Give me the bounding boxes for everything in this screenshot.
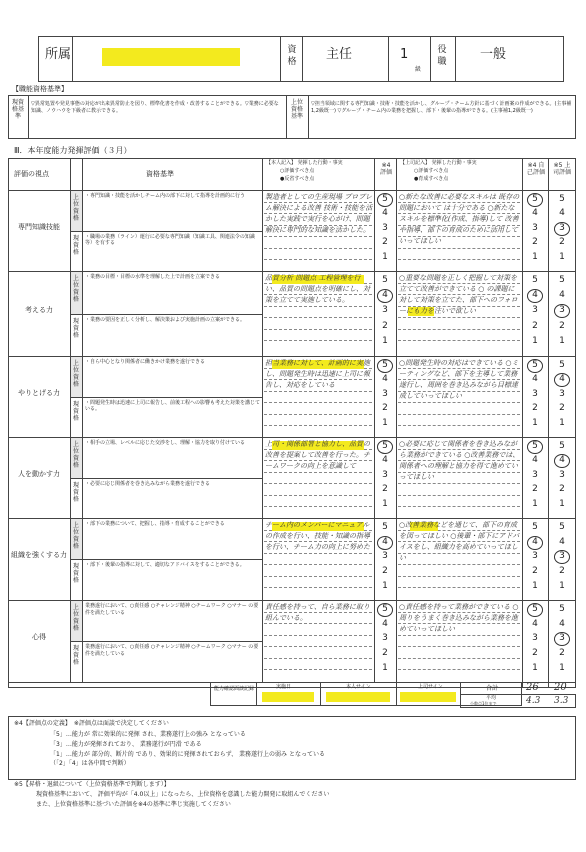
col-boss-sub1: ○評価すべき点 xyxy=(414,168,449,174)
score-option[interactable]: 1 xyxy=(382,417,388,428)
score-option[interactable]: 5 xyxy=(382,604,388,614)
self-score-option[interactable]: 2 xyxy=(532,403,538,414)
level-unit: 級 xyxy=(415,66,422,73)
grade-label: 資格 xyxy=(287,45,297,67)
row-mid-divider xyxy=(70,231,262,232)
self-score-option[interactable]: 3 xyxy=(532,388,538,399)
row-mid-divider xyxy=(70,478,262,479)
self-score-option[interactable]: 5 xyxy=(532,275,538,285)
score-option[interactable]: 5 xyxy=(382,441,388,451)
self-score-option[interactable]: 4 xyxy=(532,208,538,219)
row-divider xyxy=(8,518,576,519)
score-option[interactable]: 5 xyxy=(382,275,388,285)
self-score-option[interactable]: 4 xyxy=(532,374,538,385)
total-self: 26 xyxy=(526,682,539,693)
redacted-self-sign xyxy=(326,692,390,702)
boss-comment: ○新たな改善に必要なスキルは 既存の問題において は十分である ○新たなスキルを標準化(作成、指導)して 改善や指導、部下の育成のために活用していってほしい xyxy=(399,193,520,245)
score-option[interactable]: 3 xyxy=(382,305,388,316)
current-label: 現資格 xyxy=(72,234,79,256)
boss-score-option[interactable]: 5 xyxy=(559,194,565,204)
upper-label: 上位資格 xyxy=(72,194,79,222)
note4-line4: （「2」「4」は各中間で判断） xyxy=(50,760,130,767)
boss-score-option[interactable]: 5 xyxy=(559,604,565,614)
boss-comment: ○責任感を持って業務ができている ○周りをうまく巻き込みながら業務を進めていってほしい xyxy=(399,603,519,633)
boss-score-option[interactable]: 1 xyxy=(559,335,565,346)
note4-line3: 「1」…能力が 部分的、断片的 であり、効果的に発揮されておらず、 業務遂行上の弱み となっている xyxy=(50,751,325,758)
avg-label: 平均 xyxy=(486,695,497,701)
level-value: 1 xyxy=(400,47,409,62)
ability-confirm-label: 能力確認面談記録 xyxy=(214,686,255,692)
boss-score-option[interactable]: 3 xyxy=(559,469,565,480)
score-option[interactable]: 2 xyxy=(382,647,388,658)
current-standard: 業務遂行において、○責任感 ○チャレンジ精神 ○チームワーク ○マナー の要件を満たしている xyxy=(85,644,259,657)
upper-standard: ・専門知識・技能を活かしチーム内の部下に対して指導を計画的に行う xyxy=(85,193,246,199)
self-score-option[interactable]: 3 xyxy=(532,551,538,562)
self-score-option[interactable]: 4 xyxy=(532,618,538,629)
boss-score-option[interactable]: 1 xyxy=(559,662,565,673)
boss-score-option[interactable]: 4 xyxy=(559,290,565,301)
boss-score-option[interactable]: 3 xyxy=(559,551,565,562)
score-option[interactable]: 4 xyxy=(382,536,388,547)
upper-standard-label: 上位資格基準 xyxy=(290,99,303,120)
col-self-sub1: ○評価すべき点 xyxy=(280,168,315,174)
current-standard: ・業務の要因を正しく分析し、解決策および実施計画の立案ができる。 xyxy=(85,316,246,323)
self-score-circle xyxy=(527,359,543,373)
grade-value: 主任 xyxy=(326,47,353,62)
self-score-option[interactable]: 1 xyxy=(532,417,538,428)
self-score-option[interactable]: 5 xyxy=(532,441,538,451)
boss-score-option[interactable]: 5 xyxy=(559,360,565,370)
upper-label: 上位資格 xyxy=(72,275,79,303)
score-option[interactable]: 1 xyxy=(382,580,388,591)
score-option[interactable]: 3 xyxy=(382,222,388,233)
score-option[interactable]: 1 xyxy=(382,662,388,673)
boss-score-option[interactable]: 4 xyxy=(559,618,565,629)
boss-score-option[interactable]: 1 xyxy=(559,417,565,428)
self-score-option[interactable]: 2 xyxy=(532,320,538,331)
boss-score-option[interactable]: 3 xyxy=(559,305,565,316)
col-boss: 【上司記入】 発揮した行動・事実 xyxy=(400,160,477,166)
upper-label: 上位資格 xyxy=(72,441,79,469)
boss-score-option[interactable]: 4 xyxy=(559,374,565,385)
upper-label: 上位資格 xyxy=(72,522,79,550)
boss-score-option[interactable]: 2 xyxy=(559,647,565,658)
score-option[interactable]: 4 xyxy=(382,618,388,629)
self-score-circle xyxy=(377,359,393,373)
upper-standard: ・部下の業務について、把握し、指導・育成することができる xyxy=(85,521,225,527)
col-score4: ※4 評価 xyxy=(379,162,392,176)
score-option[interactable]: 3 xyxy=(382,388,388,399)
score-option[interactable]: 2 xyxy=(382,565,388,576)
self-score-option[interactable]: 4 xyxy=(532,455,538,466)
self-score-circle xyxy=(527,536,543,550)
boss-score-circle xyxy=(554,222,570,236)
row-name: 組織を強くする力 xyxy=(11,551,67,559)
score-option[interactable]: 1 xyxy=(382,251,388,262)
score-option[interactable]: 2 xyxy=(382,320,388,331)
self-score-option[interactable]: 1 xyxy=(532,580,538,591)
note5-line1: 現資格基準において、 評価平均が「4.0以上」になったら、上位資格を意識した能力開発に取組んでください xyxy=(36,791,330,798)
position-value: 一般 xyxy=(480,47,507,62)
boss-comment: ○重要な問題を正しく把握して対策を立てて改善ができている ○ の課題に対して対策を立てた、部下へのフォローにも力を注いで欲しい xyxy=(399,274,518,315)
col-self-sub2: ●反省すべき点 xyxy=(280,176,315,182)
col-standard: 資格基準 xyxy=(146,170,174,178)
score-option[interactable]: 3 xyxy=(382,469,388,480)
current-label: 現資格 xyxy=(72,317,79,339)
boss-score-option[interactable]: 1 xyxy=(559,498,565,509)
redacted-boss-sign xyxy=(400,692,456,702)
boss-comment: ○改善業務などを通じて、部下の育成を図ってほしい ○後輩・部下にアドバイスをし、組織力を高めていってほしい xyxy=(399,521,520,562)
dept-label: 所属 xyxy=(45,47,72,62)
self-sign-label: 本人サイン xyxy=(346,684,371,690)
row-mid-divider xyxy=(70,314,262,315)
self-score-option[interactable]: 5 xyxy=(532,194,538,204)
self-score-option[interactable]: 5 xyxy=(532,522,538,532)
self-score-option[interactable]: 3 xyxy=(532,469,538,480)
total-boss: 20 xyxy=(554,682,567,693)
col-self: 【本人記入】 発揮した行動・事実 xyxy=(266,160,343,166)
upper-label: 上位資格 xyxy=(72,360,79,388)
current-label: 現資格 xyxy=(72,563,79,584)
self-score-circle xyxy=(377,193,393,207)
self-comment: 上司・関係部署と協力し、品質の改善を提案して改善を行った。チームワークの向上を意識して xyxy=(265,440,370,470)
job-standards-title: 【職能資格基準】 xyxy=(12,85,68,93)
avg-boss: 3.3 xyxy=(554,696,569,706)
score-option[interactable]: 5 xyxy=(382,194,388,204)
row-name: 専門知識技能 xyxy=(18,222,60,231)
score-option[interactable]: 2 xyxy=(382,403,388,414)
note5-title: ※5【昇格・退級について（上位資格基準で判断します）】 xyxy=(14,781,170,788)
score-option[interactable]: 4 xyxy=(382,455,388,466)
boss-score-option[interactable]: 3 xyxy=(559,633,565,644)
self-score-circle xyxy=(377,440,393,454)
current-label: 現資格 xyxy=(72,481,79,503)
redacted-dept xyxy=(102,48,240,66)
self-score-option[interactable]: 3 xyxy=(532,633,538,644)
self-score-option[interactable]: 1 xyxy=(532,335,538,346)
self-score-option[interactable]: 5 xyxy=(532,360,538,370)
score-option[interactable]: 4 xyxy=(382,290,388,301)
row-divider xyxy=(8,271,576,272)
boss-score-option[interactable]: 4 xyxy=(559,455,565,466)
upper-standard: ・業務の目標・目標の水準を理解した上で計画を立案できる xyxy=(85,274,221,280)
boss-score-option[interactable]: 1 xyxy=(559,251,565,262)
score-option[interactable]: 2 xyxy=(382,237,388,248)
note4-title: ※4【評価点の定義】 ※評価点は面談で決定してください xyxy=(14,720,169,727)
self-score-circle xyxy=(527,193,543,207)
boss-score-option[interactable]: 2 xyxy=(559,320,565,331)
boss-score-option[interactable]: 1 xyxy=(559,580,565,591)
self-score-circle xyxy=(527,603,543,617)
total-label: 合計 xyxy=(486,685,499,692)
boss-score-option[interactable]: 5 xyxy=(559,522,565,532)
score-option[interactable]: 4 xyxy=(382,208,388,219)
row-name: 人を動かす力 xyxy=(18,469,60,478)
self-comment: 担当業務に対して、計画的に実施し、問題発生時は迅速に上司に報告し、対応をしている xyxy=(265,359,370,389)
score-option[interactable]: 3 xyxy=(382,551,388,562)
boss-comment: ○必要に応じて関係者を巻き込みながら業務ができている ○改善業務では、関係者への理解と協力を得て進めていってほしい xyxy=(399,440,520,481)
row-mid-divider xyxy=(70,397,262,398)
current-standard: ・必要に応じ関係者を巻き込みながら業務を遂行できる xyxy=(85,480,211,487)
self-score-option[interactable]: 1 xyxy=(532,662,538,673)
self-comment: 製造者としての生産現場 プロブレム解決による改善 技術・技能を活かした実践で実行を心がけ、問題解決に専門的な知識を活かした。 xyxy=(265,193,373,234)
boss-score-option[interactable]: 2 xyxy=(559,237,565,248)
avg-self: 4.3 xyxy=(526,696,541,706)
score-option[interactable]: 4 xyxy=(382,374,388,385)
row-divider xyxy=(8,437,576,438)
self-score-circle xyxy=(377,603,393,617)
boss-score-option[interactable]: 4 xyxy=(559,208,565,219)
self-score-circle xyxy=(527,440,543,454)
self-comment: チーム内のメンバーにマニュアルの作成を行い、技能・知識の指導を行い、チーム力の向上に努めた xyxy=(265,521,370,551)
self-score-option[interactable]: 2 xyxy=(532,484,538,495)
section-title: Ⅲ．本年度能力発揮評価（３月） xyxy=(14,146,132,155)
self-score-circle xyxy=(377,536,393,550)
current-label: 現資格 xyxy=(72,400,79,422)
boss-score-option[interactable]: 4 xyxy=(559,536,565,547)
current-standard: ・部下・後輩の指導に対して、適切なアドバイスをすることができる。 xyxy=(85,562,245,568)
current-label: 現資格 xyxy=(72,645,79,666)
row-mid-divider xyxy=(70,641,262,642)
avg-note: 小数点1位まで xyxy=(470,701,497,706)
row-name: やりとげる力 xyxy=(18,388,60,397)
self-score-option[interactable]: 3 xyxy=(532,305,538,316)
date-label: 実施日 xyxy=(276,684,292,690)
col-score-self: ※4 自己評価 xyxy=(526,162,545,176)
self-score-option[interactable]: 4 xyxy=(532,290,538,301)
self-score-option[interactable]: 1 xyxy=(532,498,538,509)
row-name: 心得 xyxy=(32,633,46,641)
upper-standard-text: ▽担当領域に関する専門知識・技術・技能を活かし、グループ・チーム方針に基づく計画案の作成ができる。(主事補1,2級既一) ▽グループ・チーム内の業務を把握し、部下・後輩の指導ができる。(主事補1,2級既一) xyxy=(311,101,572,114)
current-standard: ・職場の業務（ライン）運行に必要な専門知識（知識工具、関連法令の知識等）を有する xyxy=(85,233,255,246)
current-standard: ・問題発生時は迅速に上司に報告し、前後工程への影響も考えた対策を講じている。 xyxy=(85,399,261,412)
self-score-option[interactable]: 2 xyxy=(532,647,538,658)
note4-line1: 「5」…能力が 常に効果的に発揮 され、業務遂行上の強み となっている xyxy=(50,731,246,738)
row-divider xyxy=(8,356,576,357)
self-score-option[interactable]: 2 xyxy=(532,565,538,576)
self-score-option[interactable]: 2 xyxy=(532,237,538,248)
boss-score-option[interactable]: 2 xyxy=(559,403,565,414)
score-option[interactable]: 3 xyxy=(382,633,388,644)
boss-score-option[interactable]: 5 xyxy=(559,275,565,285)
self-score-option[interactable]: 1 xyxy=(532,251,538,262)
position-label: 役職 xyxy=(437,45,447,67)
current-standard-label: 現資格基準 xyxy=(11,99,24,120)
self-comment: 品質分析 問題点 工程管理を行い、品質の問題点を明確にし、対策を立てて実施している。 xyxy=(265,274,370,304)
score-option[interactable]: 5 xyxy=(382,360,388,370)
score-option[interactable]: 1 xyxy=(382,498,388,509)
upper-standard: ・相手の立場、レベルに応じた交渉をし、理解・協力を取り付けている xyxy=(85,440,246,446)
score-option[interactable]: 1 xyxy=(382,335,388,346)
redacted-date xyxy=(262,692,314,702)
upper-standard: 業務遂行において、○責任感 ○チャレンジ精神 ○チームワーク ○マナー の要件を満たしている xyxy=(85,603,259,616)
self-comment: 責任感を持って、自ら業務に取り組んでいる。 xyxy=(265,603,370,622)
col-perspective: 評価の視点 xyxy=(14,170,49,178)
self-score-option[interactable]: 5 xyxy=(532,604,538,614)
note4-line2: 「3」…能力が発揮されており、 業務遂行が円滑 である xyxy=(50,741,202,748)
note5-line2: また、上位資格基準に基づいた評価を※4の基準に準じ実施してください xyxy=(36,801,231,808)
boss-sign-label: 上司サイン xyxy=(418,684,443,690)
upper-label: 上位資格 xyxy=(72,604,79,632)
row-divider xyxy=(8,600,576,601)
col-boss-sub2: ●育成すべき点 xyxy=(414,176,449,182)
boss-score-option[interactable]: 3 xyxy=(559,388,565,399)
row-name: 考える力 xyxy=(25,305,53,314)
boss-score-option[interactable]: 2 xyxy=(559,565,565,576)
score-option[interactable]: 5 xyxy=(382,522,388,532)
upper-standard: ・自ら中心となり関係者に働きかけ業務を遂行できる xyxy=(85,359,206,365)
col-score-boss: ※5 上司評価 xyxy=(552,162,571,176)
boss-score-option[interactable]: 5 xyxy=(559,441,565,451)
self-score-option[interactable]: 3 xyxy=(532,222,538,233)
boss-score-option[interactable]: 2 xyxy=(559,484,565,495)
boss-score-option[interactable]: 3 xyxy=(559,222,565,233)
score-option[interactable]: 2 xyxy=(382,484,388,495)
self-score-option[interactable]: 4 xyxy=(532,536,538,547)
row-mid-divider xyxy=(70,559,262,560)
current-standard-text: ▽異常処置や発見事態の対応が出来異常防止を図り、標準化書を作成・改善することができる。▽業務に必要な知識、ノウハウを下級者に教示できる。 xyxy=(31,101,279,114)
boss-comment: ○問題発生時の対応はできている ○ミーティングなど、部下を主導して業務遂行し、周囲を巻き込みながら目標達成していってほしい xyxy=(399,359,519,400)
